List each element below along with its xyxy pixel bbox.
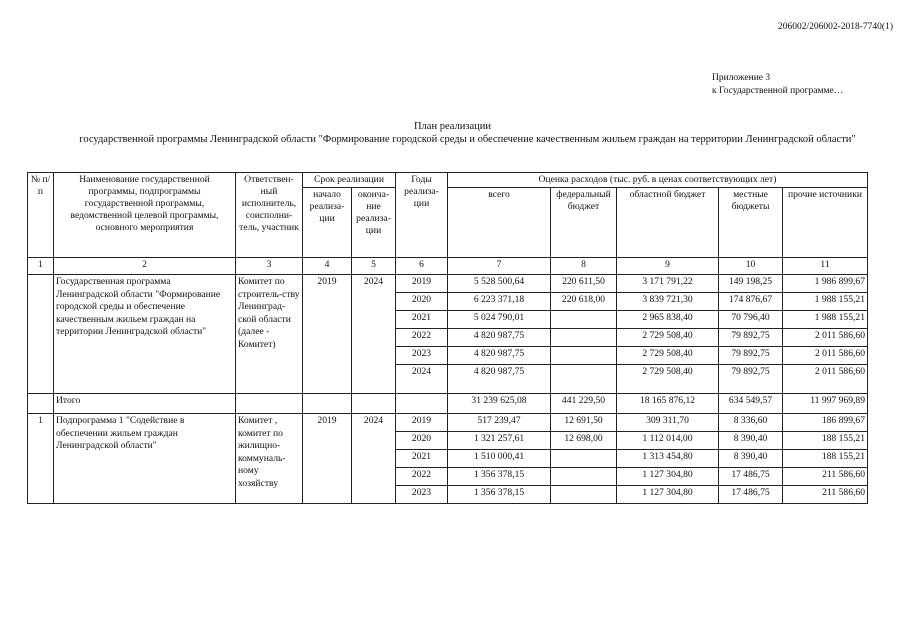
regional-cell: 3 171 791,22 [617,275,719,293]
table-row [28,414,868,432]
header-expenses: Оценка расходов (тыс. руб. в ценах соответствующих лет) [448,173,868,188]
itogo-other: 11 997 969,89 [783,394,868,414]
itogo-row [28,394,868,414]
regional-cell: 1 127 304,80 [617,468,719,486]
itogo-federal: 441 229,50 [551,394,617,414]
column-number: 3 [236,258,303,275]
itogo-empty [236,394,303,414]
program-start: 2019 [303,275,352,394]
total-cell: 1 356 378,15 [448,486,551,504]
column-number: 2 [54,258,236,275]
subprogram-num: 1 [28,414,54,504]
other-cell: 1 988 155,21 [783,293,868,311]
header-start: начало реализа-ции [303,188,352,258]
local-cell: 8 390,40 [719,450,783,468]
header-other: прочие источники [783,188,868,258]
year-cell: 2019 [396,275,448,293]
federal-cell: 220 611,50 [551,275,617,293]
program-name: Государственная программа Ленинградской области "Формирование городской среды и обеспечение качественным жильем граждан на территории Ленинградской области" [54,275,236,394]
column-number: 1 [28,258,54,275]
regional-cell: 1 313 454,80 [617,450,719,468]
federal-cell [551,365,617,394]
document-title [0,120,905,146]
itogo-label: Итого [54,394,236,414]
appendix-line-1: Приложение 3 [712,73,771,83]
other-cell: 1 988 155,21 [783,311,868,329]
regional-cell: 3 839 721,30 [617,293,719,311]
appendix-line-2: к Государственной программе… [712,86,844,96]
column-number: 11 [783,258,868,275]
local-cell: 70 796,40 [719,311,783,329]
regional-cell: 2 729 508,40 [617,329,719,347]
header-years: Годы реализа-ции [396,173,448,258]
document-id: 206002/206002-2018-7740(1) [777,22,893,32]
other-cell: 211 586,60 [783,486,868,504]
regional-cell: 2 729 508,40 [617,365,719,394]
local-cell: 8 336,60 [719,414,783,432]
subprogram-name: Подпрограмма 1 "Содействие в обеспечении жильем граждан Ленинградской области" [54,414,236,504]
itogo-empty [352,394,396,414]
year-cell: 2019 [396,414,448,432]
other-cell: 186 899,67 [783,414,868,432]
subprogram-end: 2024 [352,414,396,504]
total-cell: 1 356 378,15 [448,468,551,486]
program-end: 2024 [352,275,396,394]
header-end: оконча-ние реализа-ции [352,188,396,258]
itogo-regional: 18 165 876,12 [617,394,719,414]
regional-cell: 1 127 304,80 [617,486,719,504]
regional-cell: 2 965 838,40 [617,311,719,329]
header-period: Срок реализации [303,173,396,188]
regional-cell: 2 729 508,40 [617,347,719,365]
total-cell: 4 820 987,75 [448,347,551,365]
local-cell: 79 892,75 [719,365,783,394]
other-cell: 188 155,21 [783,432,868,450]
local-cell: 174 876,67 [719,293,783,311]
other-cell: 1 986 899,67 [783,275,868,293]
local-cell: 149 198,25 [719,275,783,293]
federal-cell [551,468,617,486]
header-federal: федеральный бюджет [551,188,617,258]
header-name: Наименование государственной программы, подпрограммы государственной программы, ведомственной целевой программы, основного мероприятия [54,173,236,258]
program-num [28,275,54,394]
local-cell: 79 892,75 [719,329,783,347]
federal-cell: 12 691,50 [551,414,617,432]
year-cell: 2023 [396,486,448,504]
federal-cell [551,486,617,504]
other-cell: 2 011 586,60 [783,365,868,394]
year-cell: 2021 [396,450,448,468]
column-number: 10 [719,258,783,275]
year-cell: 2022 [396,468,448,486]
total-cell: 5 024 790,01 [448,311,551,329]
title-line-2: государственной программы Ленинградской области "Формирование городской среды и обеспечение качественным жильем граждан на территории Ленинградской области" [79,134,856,145]
total-cell: 4 820 987,75 [448,365,551,394]
header-responsible: Ответствен-ный исполнитель, соисполни-тель, участник [236,173,303,258]
regional-cell: 1 112 014,00 [617,432,719,450]
federal-cell [551,329,617,347]
total-cell: 517 239,47 [448,414,551,432]
header-local: местные бюджеты [719,188,783,258]
year-cell: 2021 [396,311,448,329]
local-cell: 17 486,75 [719,486,783,504]
other-cell: 211 586,60 [783,468,868,486]
total-cell: 4 820 987,75 [448,329,551,347]
subprogram-start: 2019 [303,414,352,504]
other-cell: 2 011 586,60 [783,347,868,365]
column-number: 7 [448,258,551,275]
local-cell: 8 390,40 [719,432,783,450]
local-cell: 17 486,75 [719,468,783,486]
year-cell: 2020 [396,293,448,311]
federal-cell [551,347,617,365]
title-line-1: План реализации [413,121,492,132]
subprogram-responsible: Комитет , комитет по жилищно-коммуналь-ному хозяйству [236,414,303,504]
local-cell: 79 892,75 [719,347,783,365]
column-number: 8 [551,258,617,275]
column-number: 5 [352,258,396,275]
year-cell: 2020 [396,432,448,450]
total-cell: 1 321 257,61 [448,432,551,450]
column-number: 4 [303,258,352,275]
appendix-note [712,72,843,98]
plan-table [27,172,868,504]
itogo-empty [303,394,352,414]
regional-cell: 309 311,70 [617,414,719,432]
other-cell: 2 011 586,60 [783,329,868,347]
itogo-num [28,394,54,414]
header-num: № п/п [28,173,54,258]
header-regional: областной бюджет [617,188,719,258]
column-number: 6 [396,258,448,275]
year-cell: 2022 [396,329,448,347]
itogo-local: 634 549,57 [719,394,783,414]
federal-cell: 220 618,00 [551,293,617,311]
header-total: всего [448,188,551,258]
federal-cell [551,450,617,468]
total-cell: 6 223 371,18 [448,293,551,311]
program-responsible: Комитет по строитель-ству Ленинград-ской области (далее - Комитет) [236,275,303,394]
year-cell: 2024 [396,365,448,394]
itogo-total: 31 239 625,08 [448,394,551,414]
column-number: 9 [617,258,719,275]
column-number-row [28,258,868,275]
table-row [28,275,868,293]
itogo-empty [396,394,448,414]
total-cell: 1 510 000,41 [448,450,551,468]
federal-cell: 12 698,00 [551,432,617,450]
federal-cell [551,311,617,329]
other-cell: 188 155,21 [783,450,868,468]
year-cell: 2023 [396,347,448,365]
total-cell: 5 528 500,64 [448,275,551,293]
